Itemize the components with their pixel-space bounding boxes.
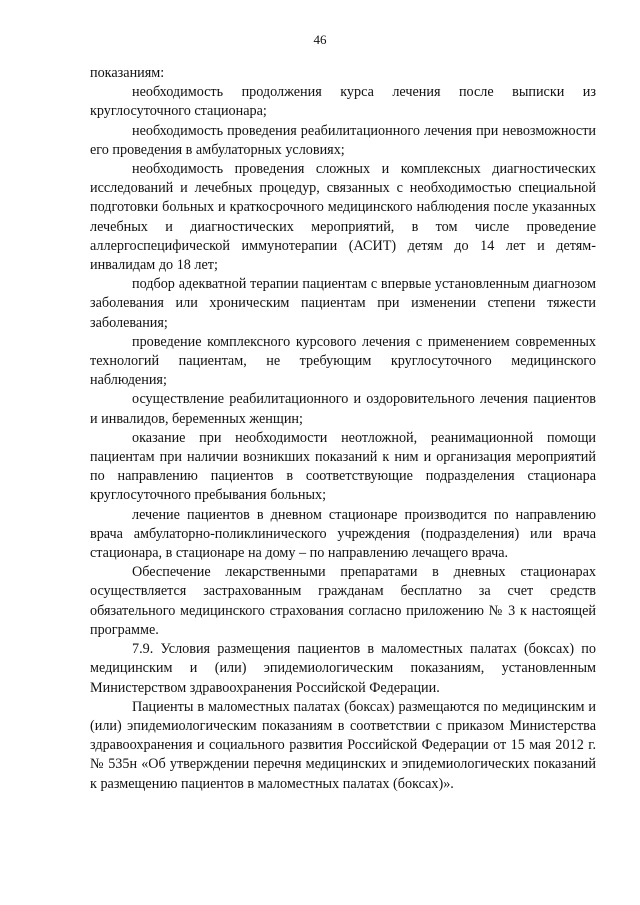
list-item-paragraph: осуществление реабилитационного и оздоровительного лечения пациентов и инвалидов, беременных женщин; xyxy=(90,391,596,427)
list-item-paragraph: оказание при необходимости неотложной, реанимационной помощи пациентам при наличии возникших показаний к ним и организация мероприятий по направлению пациентов в соответствующие подразделения стационара круглосуточного пребывания больных; xyxy=(90,429,596,504)
paragraph-continuation: показаниям: xyxy=(90,65,165,81)
section-heading-paragraph: 7.9. Условия размещения пациентов в маломестных палатах (боксах) по медицинским и (или) эпидемиологическим показаниям, установленным Министерством здравоохранения Российской Федерации. xyxy=(90,641,596,696)
list-item-paragraph: необходимость продолжения курса лечения после выписки из круглосуточного стационара; xyxy=(90,84,596,120)
list-item-paragraph: подбор адекватной терапии пациентам с впервые установленным диагнозом заболевания или хроническим пациентам при изменении степени тяжести заболевания; xyxy=(90,276,596,331)
list-item-paragraph: необходимость проведения сложных и комплексных диагностических исследований и лечебных процедур, связанных с необходимостью специальной подготовки больных и краткосрочного медицинского наблюдения после указанных лечебных и диагностических мероприятий, в том числе проведение аллергоспецифической иммунотерапии (АСИТ) детям до 14 лет и детям-инвалидам до 18 лет; xyxy=(90,161,596,274)
page-number: 46 xyxy=(313,32,327,47)
list-item-paragraph: проведение комплексного курсового лечения с применением современных технологий пациентам, не требующим круглосуточного медицинского наблюдения; xyxy=(90,333,596,389)
list-item-paragraph: лечение пациентов в дневном стационаре производится по направлению врача амбулаторно-поликлинического учреждения (подразделения) или врача стационара, в стационаре на дому – по направлению лечащего врача. xyxy=(90,506,596,562)
list-item-paragraph: необходимость проведения реабилитационного лечения при невозможности его проведения в амбулаторных условиях; xyxy=(90,122,596,158)
document-body xyxy=(90,64,596,794)
body-paragraph: Пациенты в маломестных палатах (боксах) размещаются по медицинским и (или) эпидемиологическим показаниям в соответствии с приказом Министерства здравоохранения и социального развития Российской Федерации от 15 мая 2012 г. № 535н «Об утверждении перечня медицинских и эпидемиологических показаний к размещению пациентов в маломестных палатах (боксах)». xyxy=(90,698,596,792)
body-paragraph: Обеспечение лекарственными препаратами в дневных стационарах осуществляется застрахованным гражданам бесплатно за счет средств обязательного медицинского страхования согласно приложению № 3 к настоящей программе. xyxy=(90,564,596,638)
